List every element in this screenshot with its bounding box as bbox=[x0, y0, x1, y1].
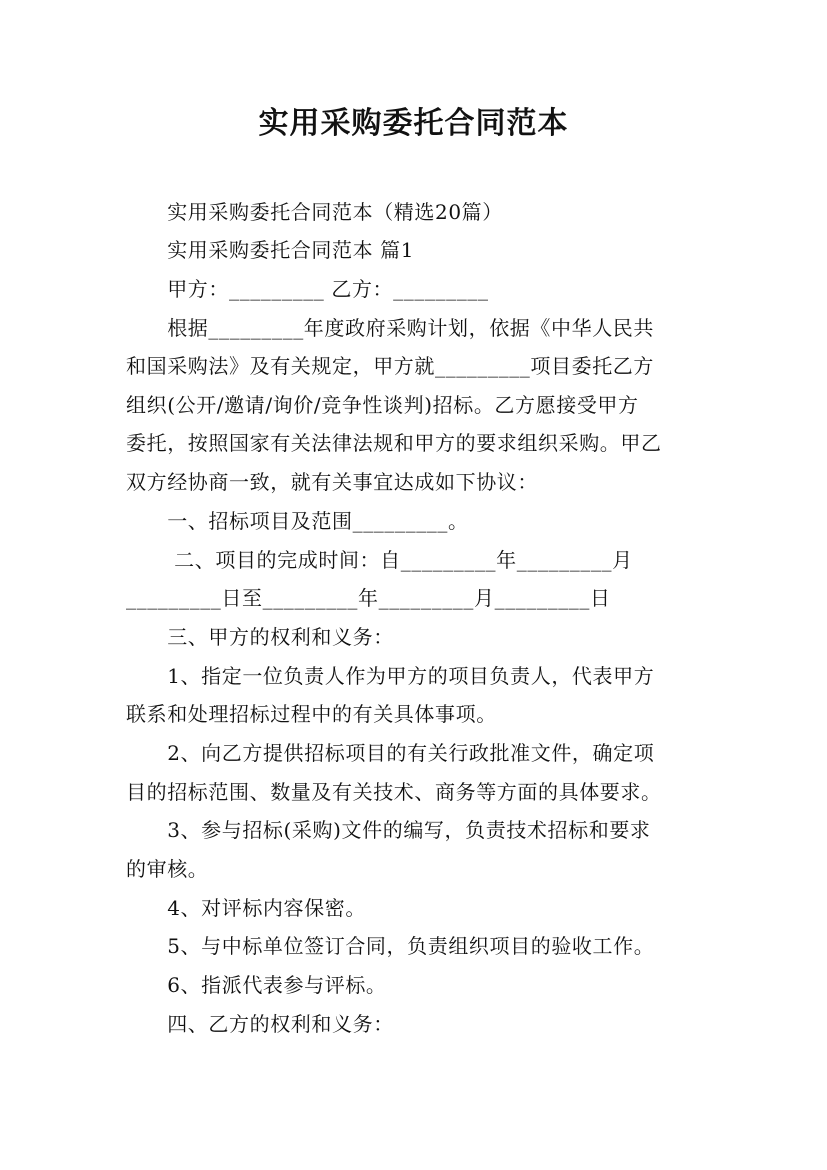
paragraph-line: 双方经协商一致，就有关事宜达成如下协议： bbox=[126, 470, 538, 494]
paragraph-line: 3、参与招标(采购)文件的编写，负责技术招标和要求 bbox=[126, 818, 651, 842]
paragraph-line: 和国采购法》及有关规定，甲方就_________项目委托乙方 bbox=[126, 354, 654, 378]
paragraph-line: 5、与中标单位签订合同，负责组织项目的验收工作。 bbox=[126, 934, 655, 958]
paragraph-line: 一、招标项目及范围_________。 bbox=[126, 509, 469, 533]
paragraph-line: 甲方：_________ 乙方：_________ bbox=[126, 277, 489, 301]
paragraph-line: 实用采购委托合同范本 篇1 bbox=[126, 238, 415, 262]
paragraph-line: 实用采购委托合同范本（精选20篇） bbox=[126, 200, 503, 224]
paragraph-line: 四、乙方的权利和义务： bbox=[126, 1012, 394, 1036]
paragraph-line: 根据_________年度政府采购计划，依据《中华人民共 bbox=[126, 316, 654, 340]
paragraph-line: 6、指派代表参与评标。 bbox=[126, 973, 387, 997]
paragraph-line: 二、项目的完成时间：自_________年_________月 bbox=[126, 548, 633, 572]
paragraph-line: 目的招标范围、数量及有关技术、商务等方面的具体要求。 bbox=[126, 780, 662, 804]
paragraph-line: 三、甲方的权利和义务： bbox=[126, 625, 394, 649]
paragraph-line: 1、指定一位负责人作为甲方的项目负责人，代表甲方 bbox=[126, 664, 655, 688]
document-title: 实用采购委托合同范本 bbox=[258, 106, 569, 141]
paragraph-line: _________日至_________年_________月_________日 bbox=[126, 586, 611, 610]
paragraph-line: 4、对评标内容保密。 bbox=[126, 896, 366, 920]
paragraph-line: 的审核。 bbox=[126, 857, 209, 881]
paragraph-line: 联系和处理招标过程中的有关具体事项。 bbox=[126, 702, 497, 726]
paragraph-line: 组织(公开/邀请/询价/竞争性谈判)招标。乙方愿接受甲方 bbox=[126, 393, 639, 417]
paragraph-line: 2、向乙方提供招标项目的有关行政批准文件，确定项 bbox=[126, 741, 655, 765]
paragraph-line: 委托，按照国家有关法律法规和甲方的要求组织采购。甲乙 bbox=[126, 431, 662, 455]
